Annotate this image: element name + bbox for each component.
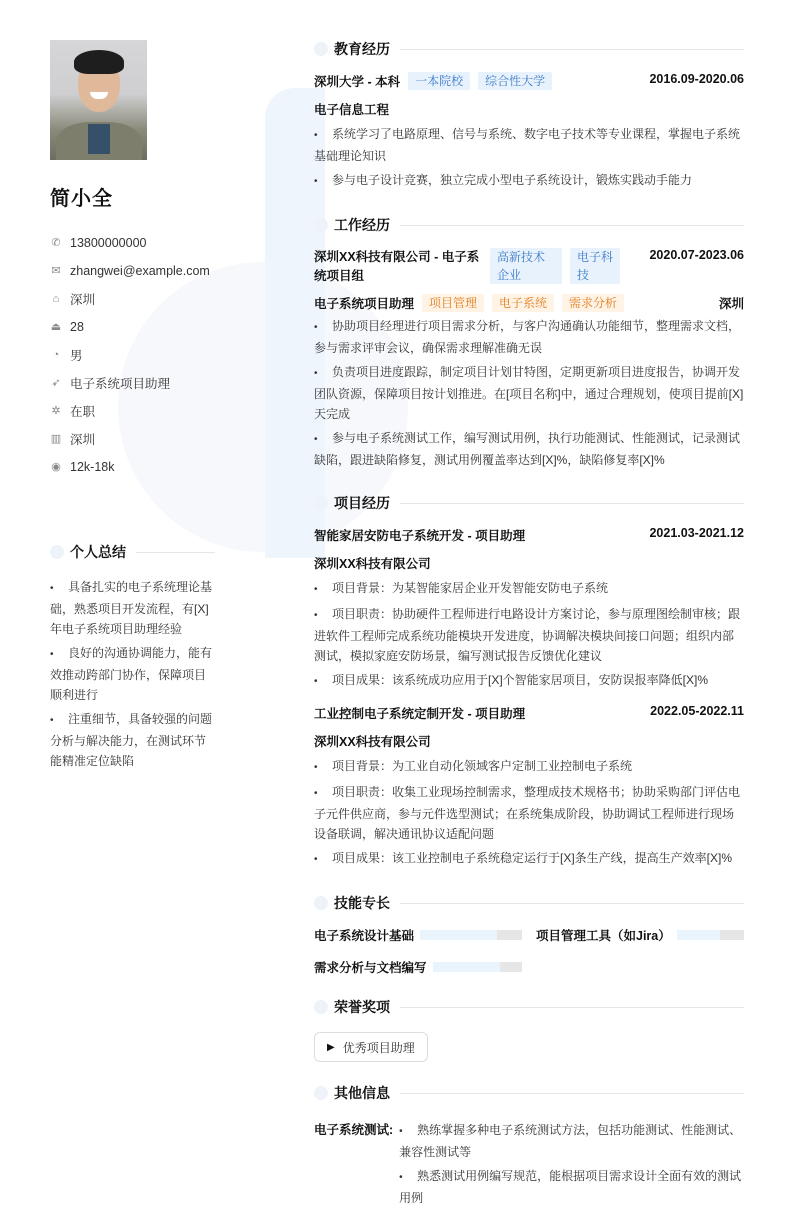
sidebar	[50, 40, 220, 481]
tag: 一本院校	[408, 72, 470, 90]
age-icon: ⏏	[50, 321, 62, 333]
main-content	[314, 38, 744, 1222]
section-dot-icon	[314, 896, 328, 910]
section-title: 技能专长	[314, 892, 744, 914]
info-gender: ◔ 男	[50, 341, 220, 369]
list-item: • 项目成果：该系统成功应用于[X]个智能家居项目，安防误报率降低[X]%	[314, 673, 709, 687]
tag: 需求分析	[562, 294, 624, 312]
section-dot-icon	[314, 42, 328, 56]
major: 电子信息工程	[314, 103, 390, 117]
list-item: • 项目背景：为工业自动化领域客户定制工业控制电子系统	[314, 759, 633, 773]
info-email: ✉ zhangwei@example.com	[51, 264, 210, 278]
summary-list	[50, 577, 215, 771]
list-item: • 项目职责：收集工业现场控制需求，整理成技术规格书；协助采购部门评估电子元件供应商，参与元件选型测试；在系统集成阶段，协助调试工程师进行现场设备联调，解决通讯协议适配问题	[314, 785, 741, 841]
company-name: 深圳XX科技有限公司 - 电子系统项目组	[314, 250, 480, 283]
send-icon: ➶	[51, 377, 61, 389]
summary-section	[50, 541, 215, 771]
section-dot-icon	[314, 1086, 328, 1100]
salary-icon: ◉	[51, 461, 61, 473]
email-icon: ✉	[51, 265, 61, 277]
list-item: • 参与电子设计竞赛，独立完成小型电子系统设计，锻炼实践动手能力	[314, 173, 693, 187]
section-title: 个人总结	[50, 541, 215, 563]
section-title: 教育经历	[314, 38, 744, 60]
section-title: 荣誉奖项	[314, 996, 744, 1018]
skills-section	[314, 892, 744, 976]
skill-level-bar	[433, 962, 522, 972]
section-dot-icon	[50, 545, 64, 559]
list-item: • 注重细节，具备较强的问题分析与解决能力，在测试环节能精准定位缺陷	[50, 712, 213, 768]
status-icon: ✲	[51, 405, 61, 417]
info-target-city: ▥ 深圳	[50, 433, 96, 447]
tag: 项目管理	[422, 294, 484, 312]
education-section	[314, 38, 744, 192]
project-name: 智能家居安防电子系统开发 - 项目助理	[314, 529, 526, 543]
building-icon: ▥	[50, 433, 62, 445]
project-company: 深圳XX科技有限公司	[314, 557, 431, 571]
tag: 电子科技	[570, 248, 620, 284]
info-location: ⌂ 深圳	[50, 285, 220, 313]
list-item: • 具备扎实的电子系统理论基础，熟悉项目开发流程，有[X]年电子系统项目助理经验	[50, 580, 213, 636]
info-phone: ✆ 13800000000	[51, 236, 147, 250]
awards-section	[314, 996, 744, 1062]
tag: 电子系统	[492, 294, 554, 312]
list-item: • 参与电子系统测试工作，编写测试用例，执行功能测试、性能测试，记录测试缺陷，跟进缺陷修复，测试用例覆盖率达到[X]%，缺陷修复率[X]%	[314, 431, 741, 467]
work-section	[314, 214, 744, 470]
job-title: 电子系统项目助理	[314, 297, 415, 311]
list-item: • 负责项目进度跟踪，制定项目计划甘特图，定期更新项目进度报告，协调开发团队资源，保障项目按计划推进。在[项目名称]中，通过合理规划，使项目提前[X]天完成	[314, 365, 744, 421]
section-title: 项目经历	[314, 492, 744, 514]
list-item: • 项目背景：为某智能家居企业开发智能安防电子系统	[314, 581, 609, 595]
skill-item: 需求分析与文档编写	[314, 958, 522, 976]
list-item: • 项目职责：协助硬件工程师进行电路设计方案讨论，参与原理图绘制审核；跟进软件工程师完成系统功能模块开发进度，协调解决模块间接口问题；组织内部测试，模拟家庭安防场景，编写测试报告反馈优化建议	[314, 607, 741, 663]
info-status: ✲ 在职	[51, 405, 96, 419]
info-target-position: ➶ 电子系统项目助理	[51, 377, 171, 391]
work-date: 2020.07-2023.06	[649, 248, 744, 262]
project-date: 2022.05-2022.11	[650, 704, 744, 718]
list-item: • 熟悉测试用例编写规范，能根据项目需求设计全面有效的测试用例	[399, 1169, 742, 1205]
info-salary: ◉ 12k-18k	[51, 460, 115, 474]
work-city: 深圳	[718, 297, 744, 311]
project-entry	[314, 704, 744, 870]
list-item: • 项目成果：该工业控制电子系统稳定运行于[X]条生产线，提高生产效率[X]%	[314, 851, 733, 865]
projects-section	[314, 492, 744, 870]
section-dot-icon	[314, 1000, 328, 1014]
section-dot-icon	[314, 496, 328, 510]
skill-item: 项目管理工具（如Jira）	[536, 926, 744, 944]
candidate-name: 简小全	[50, 188, 113, 210]
school-name: 深圳大学 - 本科	[314, 75, 401, 89]
project-name: 工业控制电子系统定制开发 - 项目助理	[314, 707, 526, 721]
contact-info-list	[50, 229, 220, 481]
other-info-section	[314, 1082, 744, 1208]
list-item: • 良好的沟通协调能力，能有效推动跨部门协作，保障项目顺利进行	[50, 646, 213, 702]
skill-item: 电子系统设计基础	[314, 926, 522, 944]
skill-level-bar	[677, 930, 744, 940]
list-item: • 协助项目经理进行项目需求分析，与客户沟通确认功能细节，整理需求文档，参与需求评审会议，确保需求理解准确无误	[314, 319, 741, 355]
project-company: 深圳XX科技有限公司	[314, 735, 431, 749]
tag: 综合性大学	[478, 72, 552, 90]
gender-icon: ◔	[52, 349, 60, 361]
section-title: 其他信息	[314, 1082, 744, 1104]
project-entry	[314, 526, 744, 692]
home-icon: ⌂	[52, 293, 60, 305]
list-item: • 系统学习了电路原理、信号与系统、数字电子技术等专业课程，掌握电子系统基础理论知识	[314, 127, 741, 163]
avatar	[50, 40, 147, 160]
section-dot-icon	[314, 218, 328, 232]
education-date: 2016.09-2020.06	[649, 72, 744, 86]
phone-icon: ✆	[51, 237, 61, 249]
award-badge: ▶ 优秀项目助理	[314, 1032, 428, 1062]
info-age: ⏏ 28	[50, 320, 84, 334]
other-label: 电子系统测试:	[314, 1123, 394, 1137]
list-item: • 熟练掌握多种电子系统测试方法，包括功能测试、性能测试、兼容性测试等	[399, 1123, 742, 1159]
project-date: 2021.03-2021.12	[649, 526, 744, 540]
play-triangle-icon: ▶	[327, 1041, 335, 1053]
section-title: 工作经历	[314, 214, 744, 236]
tag: 高新技术企业	[490, 248, 562, 284]
skill-level-bar	[420, 930, 522, 940]
